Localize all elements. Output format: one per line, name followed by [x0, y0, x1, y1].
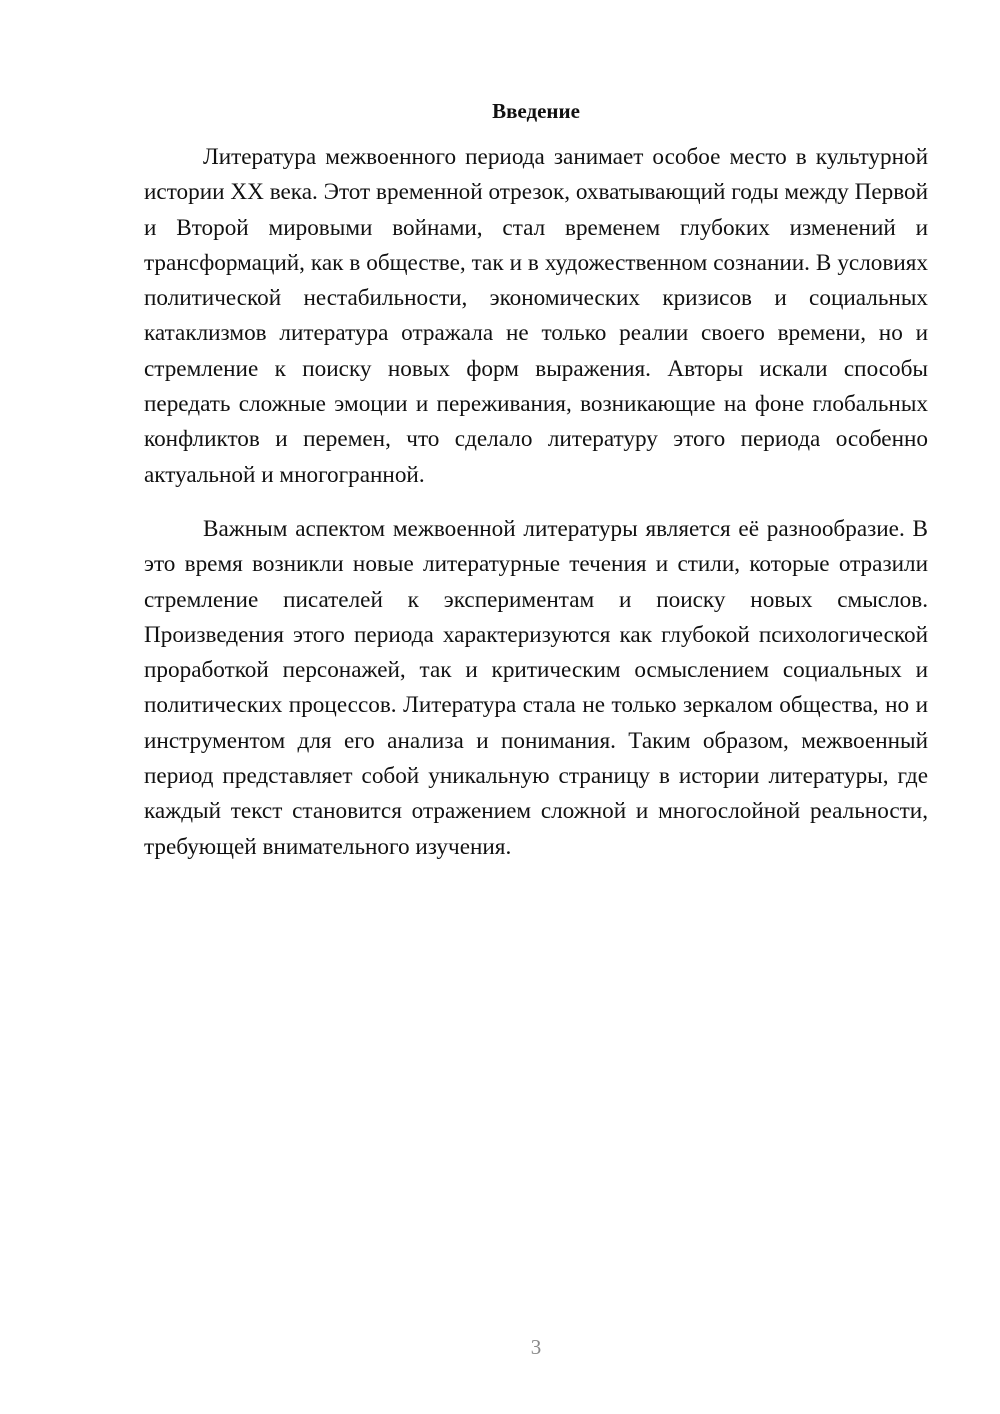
page-number: 3: [530, 1335, 542, 1359]
paragraph-2: Важным аспектом межвоенной литературы является её разнообразие. В это время возникли новые литературные течения и стили, которые отразили стремление писателей к экспериментам и поиску новых смыслов. Произведения этого периода характеризуются как глубокой психологической проработкой персонажей, так и критическим осмыслением социальных и политических процессов. Литература стала не только зеркалом общества, но и инструментом для его анализа и понимания. Таким образом, межвоенный период представляет собой уникальную страницу в истории литературы, где каждый текст становится отражением сложной и многослойной реальности, требующей внимательного изучения.: [144, 515, 928, 860]
paragraph-1: Литература межвоенного периода занимает особое место в культурной истории XX века. Этот временной отрезок, охватывающий годы между Первой и Второй мировыми войнами, стал временем глубоких изменений и трансформаций, как в обществе, так и в художественном сознании. В условиях политической нестабильности, экономических кризисов и социальных катаклизмов литература отражала не только реалии своего времени, но и стремление к поиску новых форм выражения. Авторы искали способы передать сложные эмоции и переживания, возникающие на фоне глобальных конфликтов и перемен, что сделало литературу этого периода особенно актуальной и многогранной.: [144, 144, 928, 488]
body-text: [144, 140, 928, 865]
page-title: Введение: [492, 99, 580, 123]
